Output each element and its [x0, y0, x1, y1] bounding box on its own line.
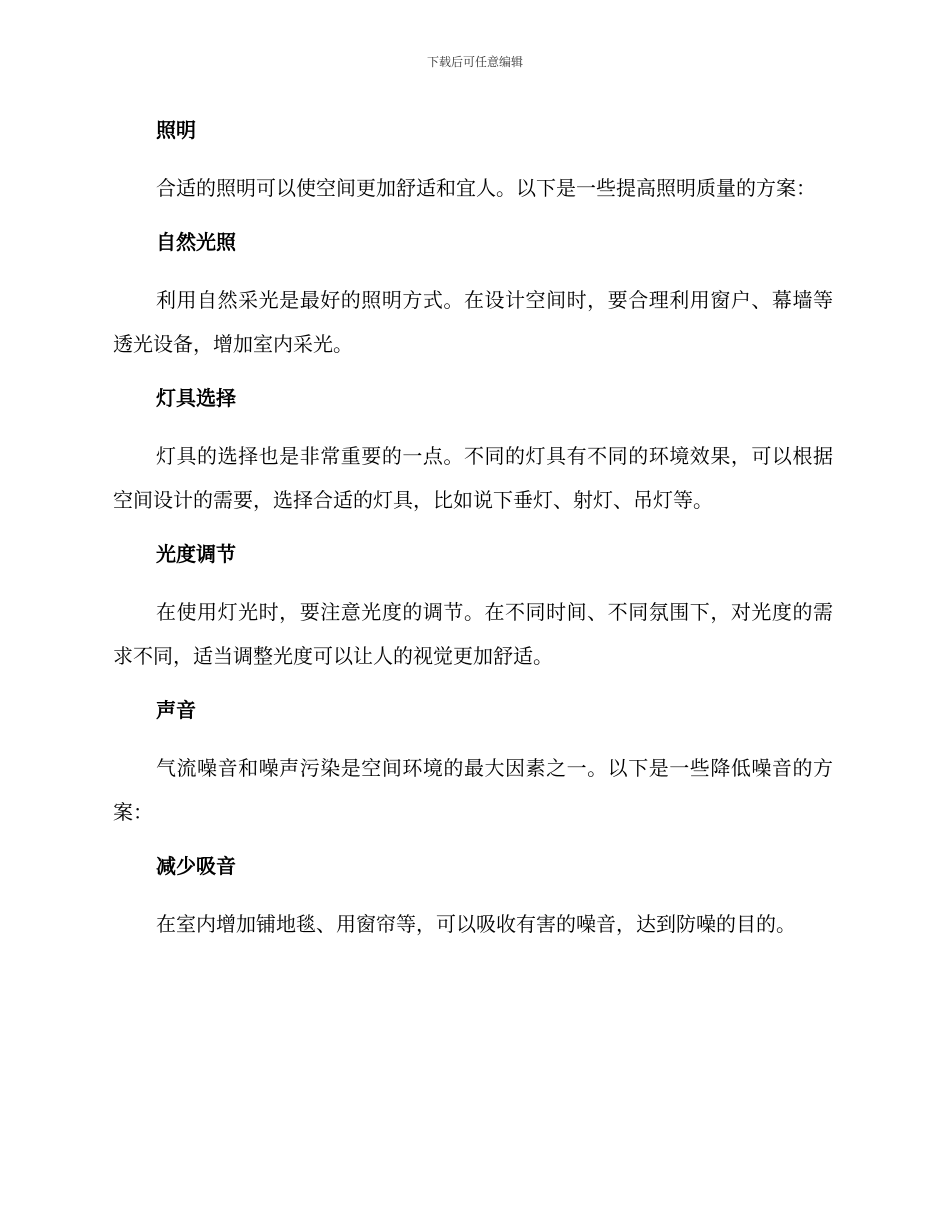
section-heading-sound-absorption: 减少吸音 — [156, 854, 236, 878]
section-paragraph-lighting: 合适的照明可以使空间更加舒适和宜人。以下是一些提高照明质量的方案： — [156, 176, 816, 200]
section-heading-fixture-selection: 灯具选择 — [156, 386, 236, 410]
section-paragraph-natural-light: 利用自然采光是最好的照明方式。在设计空间时，要合理利用窗户、幕墙等透光设备，增加室内采光。 — [113, 288, 833, 356]
section-heading-sound: 声音 — [156, 698, 196, 722]
section-heading-brightness-adjustment: 光度调节 — [156, 542, 236, 566]
section-heading-lighting: 照明 — [156, 118, 196, 142]
page-header: 下载后可任意编辑 — [426, 55, 523, 69]
section-heading-natural-light: 自然光照 — [156, 230, 236, 254]
document-body — [113, 110, 833, 946]
section-paragraph-sound-absorption: 在室内增加铺地毯、用窗帘等，可以吸收有害的噪音，达到防噪的目的。 — [156, 912, 796, 936]
section-paragraph-brightness-adjustment: 在使用灯光时，要注意光度的调节。在不同时间、不同氛围下，对光度的需求不同，适当调整光度可以让人的视觉更加舒适。 — [113, 600, 833, 668]
section-paragraph-sound: 气流噪音和噪声污染是空间环境的最大因素之一。以下是一些降低噪音的方案： — [113, 756, 833, 824]
section-paragraph-fixture-selection: 灯具的选择也是非常重要的一点。不同的灯具有不同的环境效果，可以根据空间设计的需要，选择合适的灯具，比如说下垂灯、射灯、吊灯等。 — [113, 444, 833, 512]
